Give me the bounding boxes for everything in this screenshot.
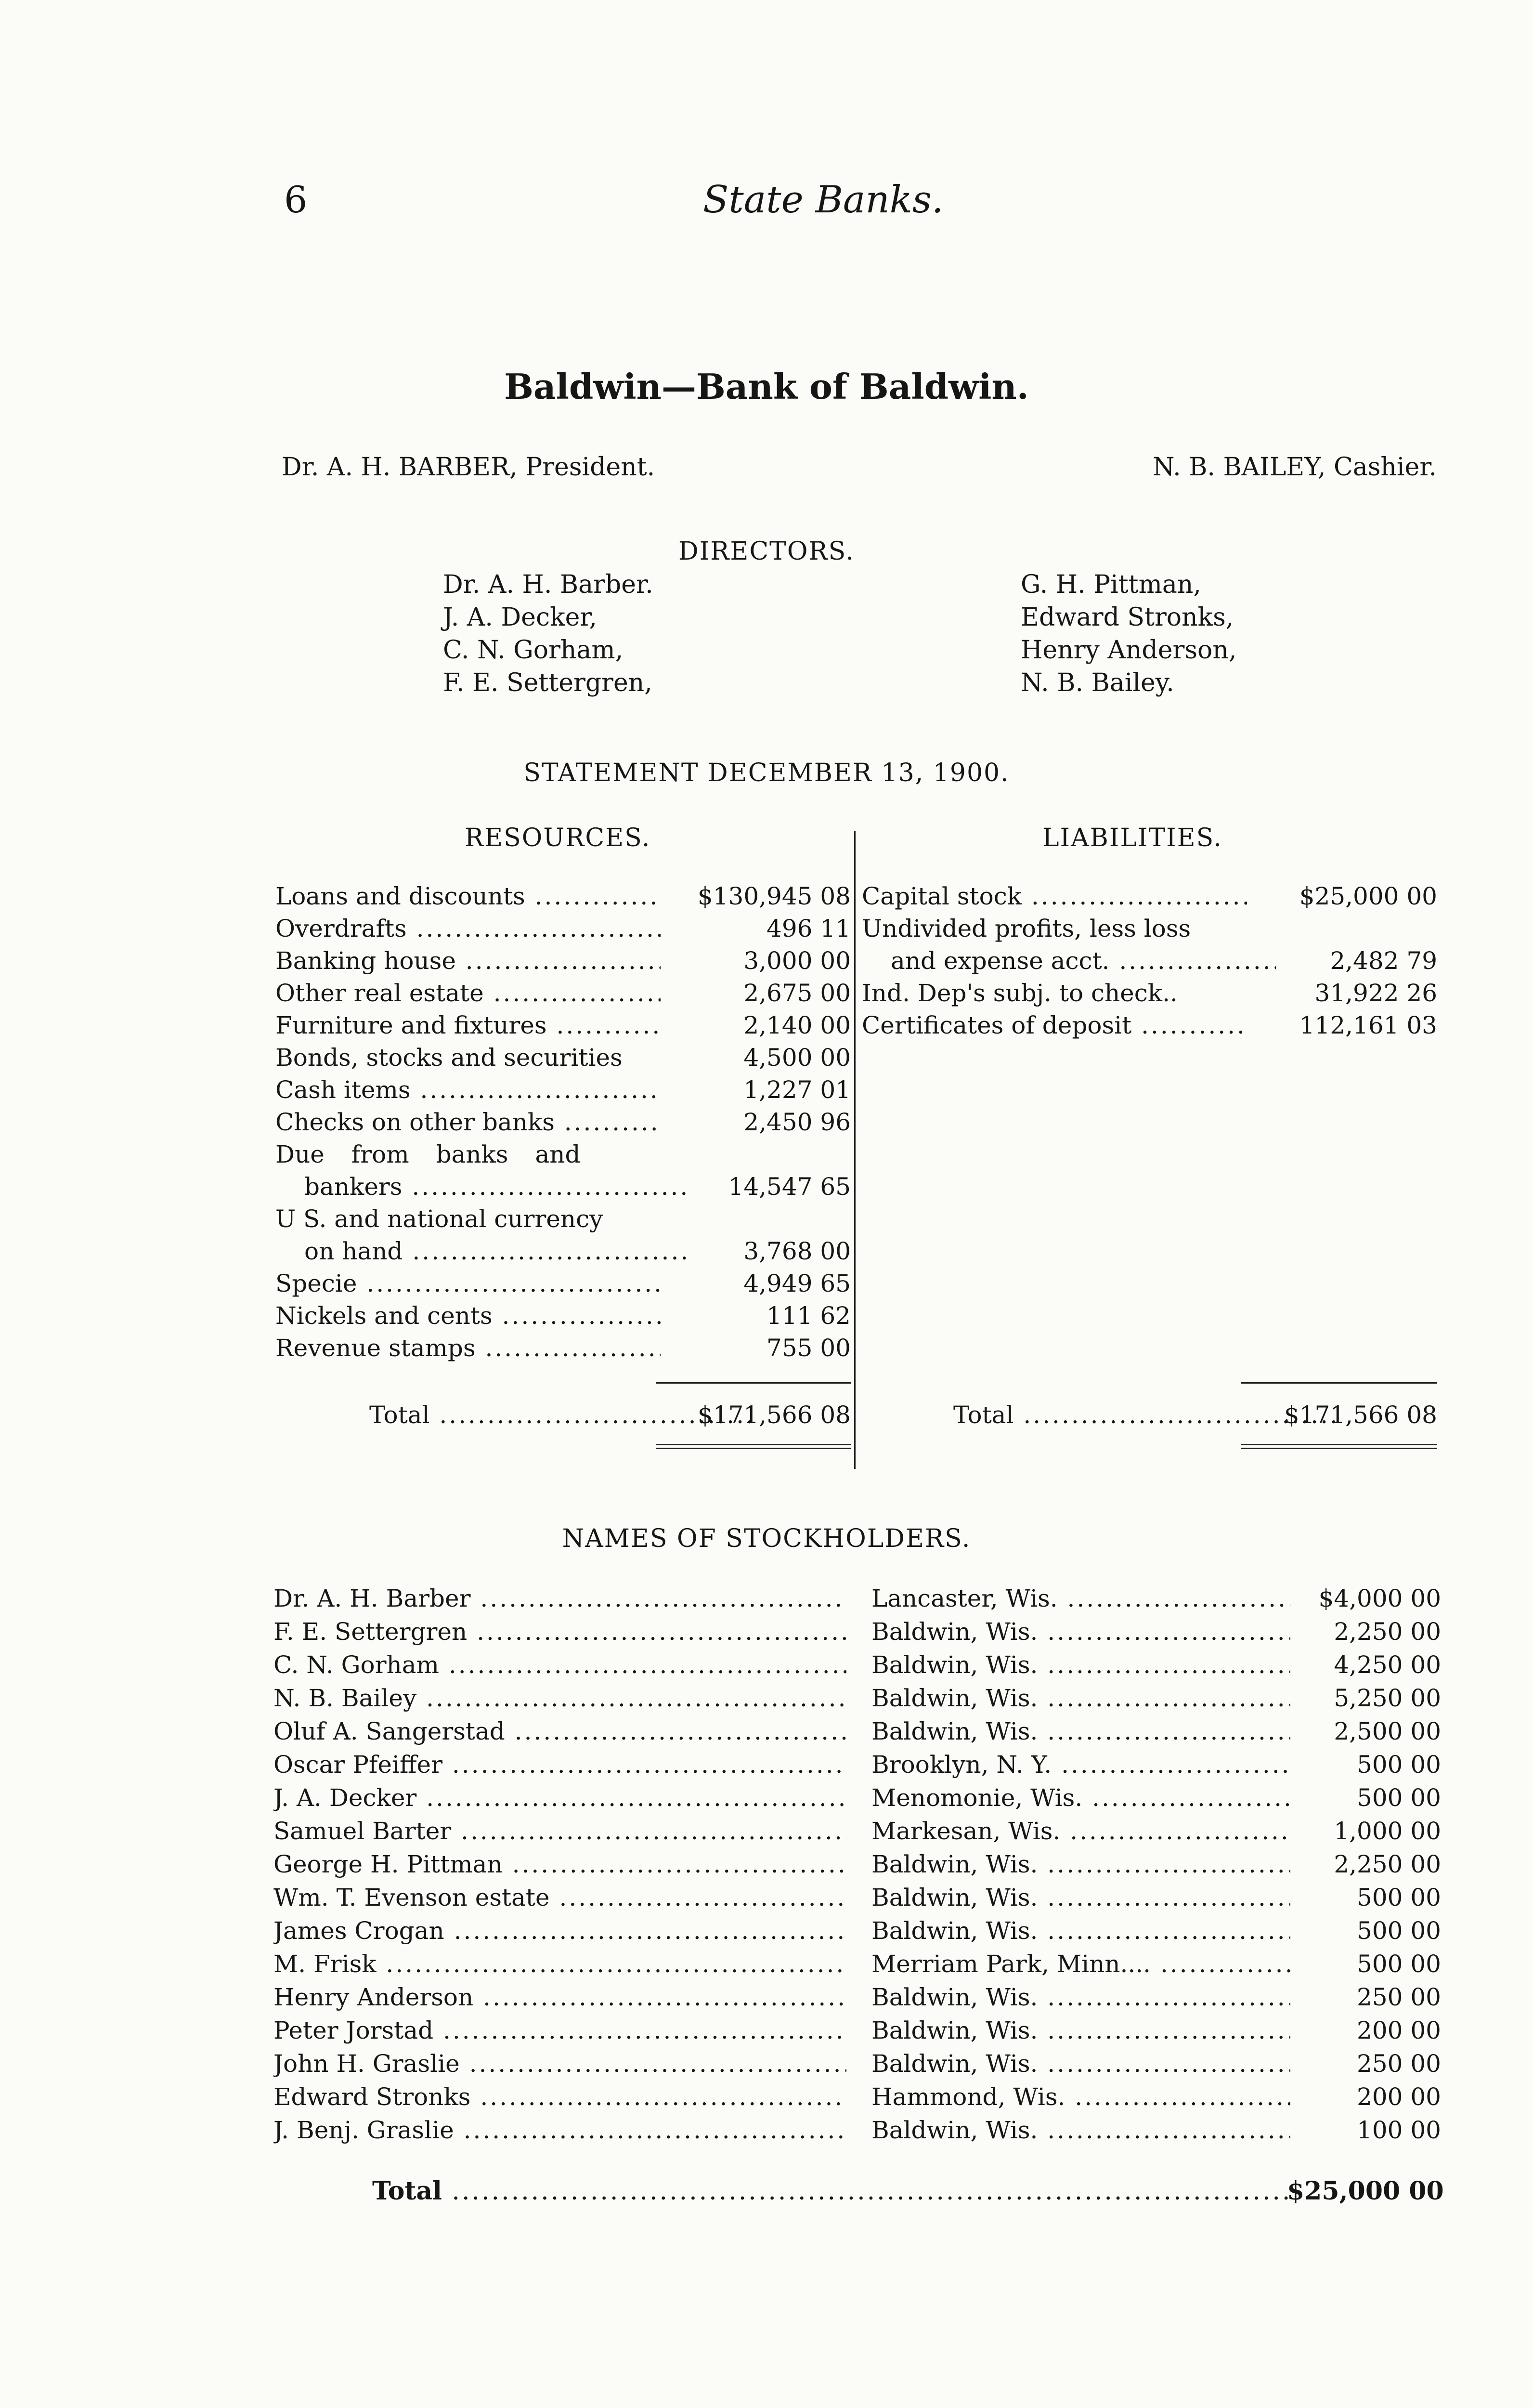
stockholder-name: Wm. T. Evenson estate ..... — [273, 1881, 846, 1914]
stockholder-place: Baldwin, Wis. ..... — [871, 1649, 1290, 1681]
liabilities-total-row — [862, 1399, 1437, 1431]
resource-amount: 3,768 00 — [743, 1237, 851, 1265]
stockholder-amount: 200 00 — [1357, 2016, 1441, 2044]
resource-row — [275, 913, 851, 944]
column-divider — [854, 831, 856, 1469]
stockholder-amount: 500 00 — [1357, 1751, 1441, 1779]
liability-label: Capital stock ..... — [862, 880, 1247, 912]
stockholder-amount: 5,250 00 — [1334, 1684, 1441, 1712]
resource-row — [275, 1300, 851, 1332]
resource-label: Due from banks and — [275, 1140, 581, 1168]
stockholder-name: George H. Pittman ..... — [273, 1848, 846, 1881]
bank-title: Baldwin—Bank of Baldwin. — [504, 366, 1029, 407]
resources-total-rule — [656, 1382, 851, 1384]
resource-row — [275, 945, 851, 977]
resource-amount: 111 62 — [766, 1302, 851, 1330]
stockholder-place: Menomonie, Wis. ..... — [871, 1781, 1290, 1814]
stockholder-place: Baldwin, Wis. ..... — [871, 1615, 1290, 1648]
stockholders-heading: NAMES OF STOCKHOLDERS. — [562, 1524, 971, 1553]
resource-label: Overdrafts ..... — [275, 913, 661, 944]
liabilities-heading: LIABILITIES. — [1042, 824, 1222, 852]
liability-row — [862, 1009, 1437, 1041]
president: Dr. A. H. BARBER, President. — [282, 453, 655, 482]
stockholder-name: Oluf A. Sangerstad ..... — [273, 1715, 846, 1748]
resource-amount: $130,945 08 — [697, 882, 851, 910]
stockholder-amount: 250 00 — [1357, 2050, 1441, 2078]
resource-label: on hand ..... — [275, 1235, 689, 1267]
stockholder-name: C. N. Gorham ..... — [273, 1649, 846, 1681]
stockholder-row — [273, 1615, 1441, 1648]
director: Dr. A. H. Barber. — [443, 570, 653, 599]
liability-label: and expense acct. ..... — [862, 945, 1276, 977]
resource-label: Specie ..... — [275, 1268, 661, 1299]
statement-heading: STATEMENT DECEMBER 13, 1900. — [523, 759, 1010, 787]
resource-row — [275, 1268, 851, 1299]
resource-label: Revenue stamps ..... — [275, 1332, 661, 1364]
stockholder-place: Baldwin, Wis. ..... — [871, 1848, 1290, 1881]
stockholder-place: Baldwin, Wis. ..... — [871, 2114, 1290, 2146]
stockholder-row — [273, 1948, 1441, 1980]
running-title: State Banks. — [703, 178, 944, 222]
directors-right — [1021, 568, 1236, 699]
stockholder-row — [273, 1815, 1441, 1847]
liability-row — [862, 977, 1437, 1009]
resources-total-row — [275, 1399, 851, 1431]
stockholder-amount: $4,000 00 — [1318, 1584, 1441, 1612]
resource-label: Other real estate ..... — [275, 977, 661, 1009]
stockholder-name: N. B. Bailey ..... — [273, 1682, 846, 1714]
liability-amount: 31,922 26 — [1314, 979, 1437, 1007]
resource-amount: 4,500 00 — [743, 1044, 851, 1072]
stockholder-place: Baldwin, Wis. ..... — [871, 1881, 1290, 1914]
resource-amount: 755 00 — [766, 1334, 851, 1362]
cashier: N. B. BAILEY, Cashier. — [1152, 453, 1437, 482]
stockholder-name: F. E. Settergren ..... — [273, 1615, 846, 1648]
stockholders-total-label: Total ..... — [372, 2174, 1292, 2208]
liability-label: Certificates of deposit ..... — [862, 1009, 1247, 1041]
liabilities-total-rule — [1241, 1382, 1437, 1384]
stockholder-place: Baldwin, Wis. ..... — [871, 2047, 1290, 2080]
stockholder-row — [273, 1914, 1441, 1947]
stockholder-row — [273, 1881, 1441, 1914]
stockholder-amount: 200 00 — [1357, 2083, 1441, 2111]
directors-heading: DIRECTORS. — [678, 537, 855, 566]
page-number: 6 — [284, 178, 308, 221]
resource-row — [275, 1042, 851, 1073]
resources-heading: RESOURCES. — [465, 824, 651, 852]
stockholders-total-row — [273, 2174, 1444, 2208]
resource-row — [275, 977, 851, 1009]
liabilities-total-amount: $171,566 08 — [1284, 1401, 1437, 1429]
stockholder-name: J. Benj. Graslie ..... — [273, 2114, 846, 2146]
resource-row — [275, 1106, 851, 1138]
resource-row — [275, 1139, 851, 1170]
stockholder-amount: 2,250 00 — [1334, 1618, 1441, 1646]
resource-row — [275, 1171, 851, 1203]
stockholder-amount: 500 00 — [1357, 1950, 1441, 1978]
liability-label: Undivided profits, less loss — [862, 915, 1191, 942]
resource-label: Nickels and cents ..... — [275, 1300, 661, 1332]
stockholder-row — [273, 1781, 1441, 1814]
stockholder-place: Baldwin, Wis. ..... — [871, 1981, 1290, 2014]
stockholder-place: Baldwin, Wis. ..... — [871, 2014, 1290, 2047]
stockholder-amount: 2,500 00 — [1334, 1717, 1441, 1745]
liability-amount: 112,161 03 — [1299, 1011, 1437, 1039]
director: J. A. Decker, — [443, 603, 598, 632]
resource-amount: 1,227 01 — [743, 1076, 851, 1104]
liabilities-total-label: Total ..... — [862, 1399, 1338, 1431]
director: F. E. Settergren, — [443, 668, 652, 697]
resource-label: Bonds, stocks and securities — [275, 1044, 623, 1072]
stockholder-name: Oscar Pfeiffer ..... — [273, 1748, 846, 1781]
stockholder-amount: 2,250 00 — [1334, 1850, 1441, 1878]
resources-double-rule — [656, 1444, 851, 1449]
resource-label: Loans and discounts ..... — [275, 880, 661, 912]
resource-amount: 2,140 00 — [743, 1011, 851, 1039]
resource-row — [275, 1009, 851, 1041]
stockholder-row — [273, 1848, 1441, 1881]
stockholder-name: Dr. A. H. Barber ..... — [273, 1582, 846, 1615]
liabilities-double-rule — [1241, 1444, 1437, 1449]
stockholder-place: Lancaster, Wis. ..... — [871, 1582, 1290, 1615]
stockholder-amount: 500 00 — [1357, 1917, 1441, 1945]
resource-amount: 4,949 65 — [743, 1269, 851, 1297]
stockholder-name: John H. Graslie ..... — [273, 2047, 846, 2080]
stockholder-row — [273, 2081, 1441, 2113]
resource-amount: 3,000 00 — [743, 947, 851, 975]
stockholder-place: Markesan, Wis. ..... — [871, 1815, 1290, 1847]
stockholder-name: J. A. Decker ..... — [273, 1781, 846, 1814]
resource-row — [275, 1332, 851, 1364]
stockholders-total-amount: $25,000 00 — [1287, 2176, 1444, 2206]
stockholder-row — [273, 2114, 1441, 2146]
resources-total-label: Total ..... — [275, 1399, 754, 1431]
stockholder-row — [273, 1682, 1441, 1714]
stockholder-place: Merriam Park, Minn.... ..... — [871, 1948, 1290, 1980]
stockholder-row — [273, 1649, 1441, 1681]
stockholder-name: Edward Stronks ..... — [273, 2081, 846, 2113]
stockholder-place: Baldwin, Wis. ..... — [871, 1715, 1290, 1748]
stockholder-place: Hammond, Wis. ..... — [871, 2081, 1290, 2113]
resource-amount: 2,675 00 — [743, 979, 851, 1007]
resource-row — [275, 880, 851, 912]
directors-left — [443, 568, 653, 699]
liability-label: Ind. Dep's subj. to check.. — [862, 979, 1178, 1007]
director: N. B. Bailey. — [1021, 668, 1174, 697]
resource-row — [275, 1203, 851, 1235]
director: G. H. Pittman, — [1021, 570, 1201, 599]
stockholder-amount: 250 00 — [1357, 1983, 1441, 2011]
director: C. N. Gorham, — [443, 636, 624, 665]
resource-amount: 14,547 65 — [728, 1173, 851, 1201]
stockholder-amount: 500 00 — [1357, 1884, 1441, 1911]
stockholder-place: Baldwin, Wis. ..... — [871, 1914, 1290, 1947]
liability-row — [862, 880, 1437, 912]
stockholder-row — [273, 1748, 1441, 1781]
stockholder-row — [273, 1582, 1441, 1615]
resource-label: U S. and national currency — [275, 1205, 603, 1233]
resource-row — [275, 1235, 851, 1267]
liability-row — [862, 913, 1437, 944]
stockholder-name: Peter Jorstad ..... — [273, 2014, 846, 2047]
stockholder-name: Henry Anderson ..... — [273, 1981, 846, 2014]
stockholder-amount: 4,250 00 — [1334, 1651, 1441, 1679]
stockholder-amount: 100 00 — [1357, 2116, 1441, 2144]
stockholder-name: M. Frisk ..... — [273, 1948, 846, 1980]
stockholder-amount: 500 00 — [1357, 1784, 1441, 1812]
stockholder-row — [273, 1981, 1441, 2014]
resource-label: Furniture and fixtures ..... — [275, 1009, 661, 1041]
stockholder-row — [273, 2047, 1441, 2080]
liability-amount: 2,482 79 — [1330, 947, 1437, 975]
resource-row — [275, 1074, 851, 1106]
director: Edward Stronks, — [1021, 603, 1234, 632]
resource-amount: 2,450 96 — [743, 1108, 851, 1136]
stockholder-row — [273, 1715, 1441, 1748]
liability-amount: $25,000 00 — [1299, 882, 1437, 910]
stockholder-row — [273, 2014, 1441, 2047]
resource-amount: 496 11 — [766, 915, 851, 942]
resources-total-amount: $171,566 08 — [697, 1401, 851, 1429]
resource-label: Banking house ..... — [275, 945, 661, 977]
stockholder-amount: 1,000 00 — [1334, 1817, 1441, 1845]
stockholder-name: James Crogan ..... — [273, 1914, 846, 1947]
resource-label: Checks on other banks ..... — [275, 1106, 661, 1138]
stockholder-place: Brooklyn, N. Y. ..... — [871, 1748, 1290, 1781]
director: Henry Anderson, — [1021, 636, 1237, 665]
stockholder-name: Samuel Barter ..... — [273, 1815, 846, 1847]
liability-row — [862, 945, 1437, 977]
stockholder-place: Baldwin, Wis. ..... — [871, 1682, 1290, 1714]
resource-label: Cash items ..... — [275, 1074, 661, 1106]
resource-label: bankers ..... — [275, 1171, 689, 1203]
